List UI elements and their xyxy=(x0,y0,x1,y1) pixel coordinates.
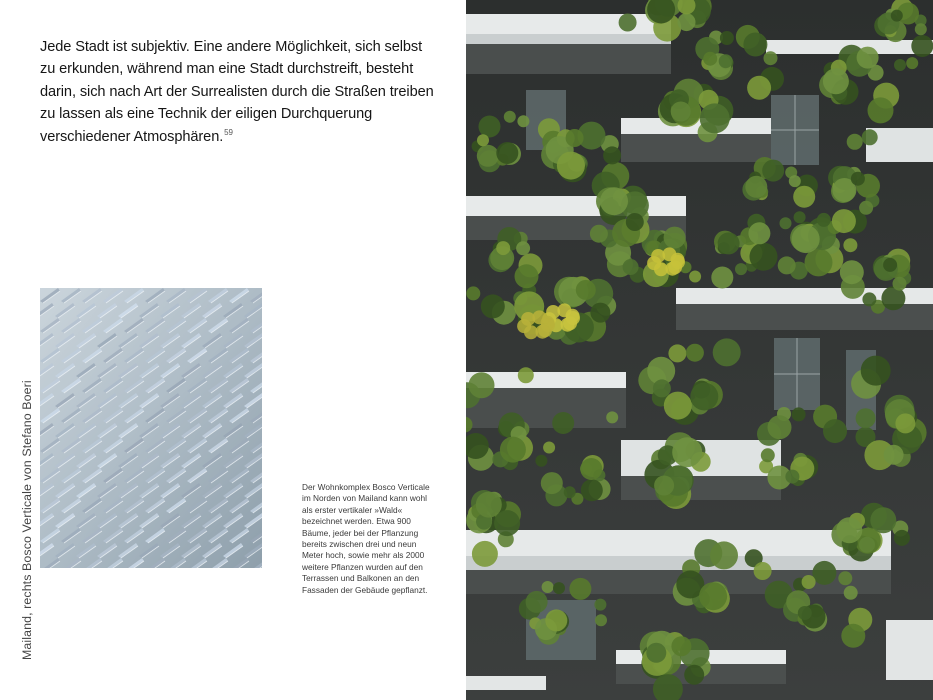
intro-paragraph xyxy=(40,36,440,148)
photo-caption: Der Wohnkomplex Bosco Verticale im Norden von Mailand kann wohl als erster vertikaler »Wald« bezeichnet werden. Etwa 900 Bäume, jeder bei der Pflanzung bereits zwischen drei und neun Meter hoch, sowie mehr als 2000 weitere Pflanzen wurden auf den Terrassen und Balkonen an den Fassaden der Gebäude gepflanzt. xyxy=(302,482,430,595)
footnote-marker: 59 xyxy=(224,127,233,137)
side-photo-caption: Mailand, rechts Bosco Verticale von Stefano Boeri xyxy=(20,380,34,660)
intro-text: Jede Stadt ist subjektiv. Eine andere Möglichkeit, sich selbst zu erkunden, während man eine Stadt durchstreift, besteht darin, sich nach Art der Surrealisten durch die Straßen treiben zu lassen als eine Technik der eiligen Durchquerung verschiedener Atmosphären. xyxy=(40,39,434,145)
glass-facade-photo xyxy=(40,288,262,568)
bosco-verticale-photo xyxy=(466,0,933,700)
left-page xyxy=(0,0,466,700)
